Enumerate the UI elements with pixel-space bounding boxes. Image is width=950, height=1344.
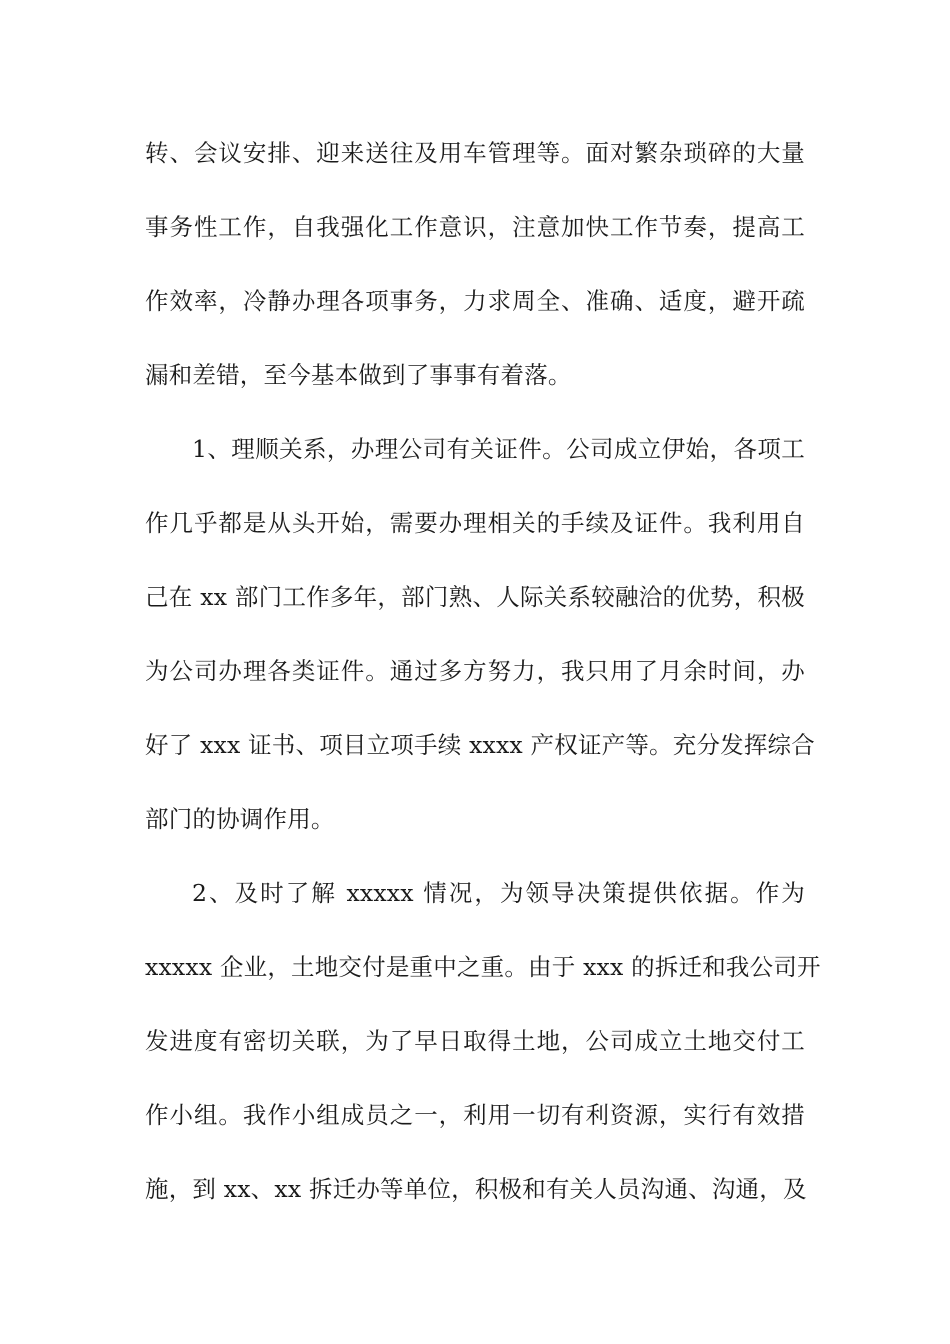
text-line: 1、理顺关系，办理公司有关证件。公司成立伊始，各项工 [192, 435, 805, 463]
body-text [145, 127, 821, 1237]
text-line: 转、会议安排、迎来送往及用车管理等。面对繁杂琐碎的大量 [145, 139, 805, 167]
text-line: 为公司办理各类证件。通过多方努力，我只用了月余时间，办 [145, 657, 805, 685]
text-line: 施，到 xx、xx 拆迁办等单位，积极和有关人员沟通、沟通，及 [145, 1175, 807, 1203]
text-line: 好了 xxx 证书、项目立项手续 xxxx 产权证产等。充分发挥综合 [145, 731, 815, 759]
text-line: 2、及时了解 xxxxx 情况，为领导决策提供依据。作为 [192, 879, 805, 907]
text-line: 漏和差错，至今基本做到了事事有着落。 [145, 361, 572, 389]
text-line: 作几乎都是从头开始，需要办理相关的手续及证件。我利用自 [145, 509, 805, 537]
text-line: 己在 xx 部门工作多年，部门熟、人际关系较融洽的优势，积极 [145, 583, 805, 611]
text-line: 事务性工作，自我强化工作意识，注意加快工作节奏，提高工 [145, 213, 805, 241]
text-line: xxxxx 企业，土地交付是重中之重。由于 xxx 的拆迁和我公司开 [145, 953, 821, 981]
text-line: 作小组。我作小组成员之一，利用一切有利资源，实行有效措 [145, 1101, 805, 1129]
text-line: 作效率，冷静办理各项事务，力求周全、准确、适度，避开疏 [145, 287, 805, 315]
text-line: 发进度有密切关联，为了早日取得土地，公司成立土地交付工 [145, 1027, 805, 1055]
text-line: 部门的协调作用。 [145, 805, 335, 833]
